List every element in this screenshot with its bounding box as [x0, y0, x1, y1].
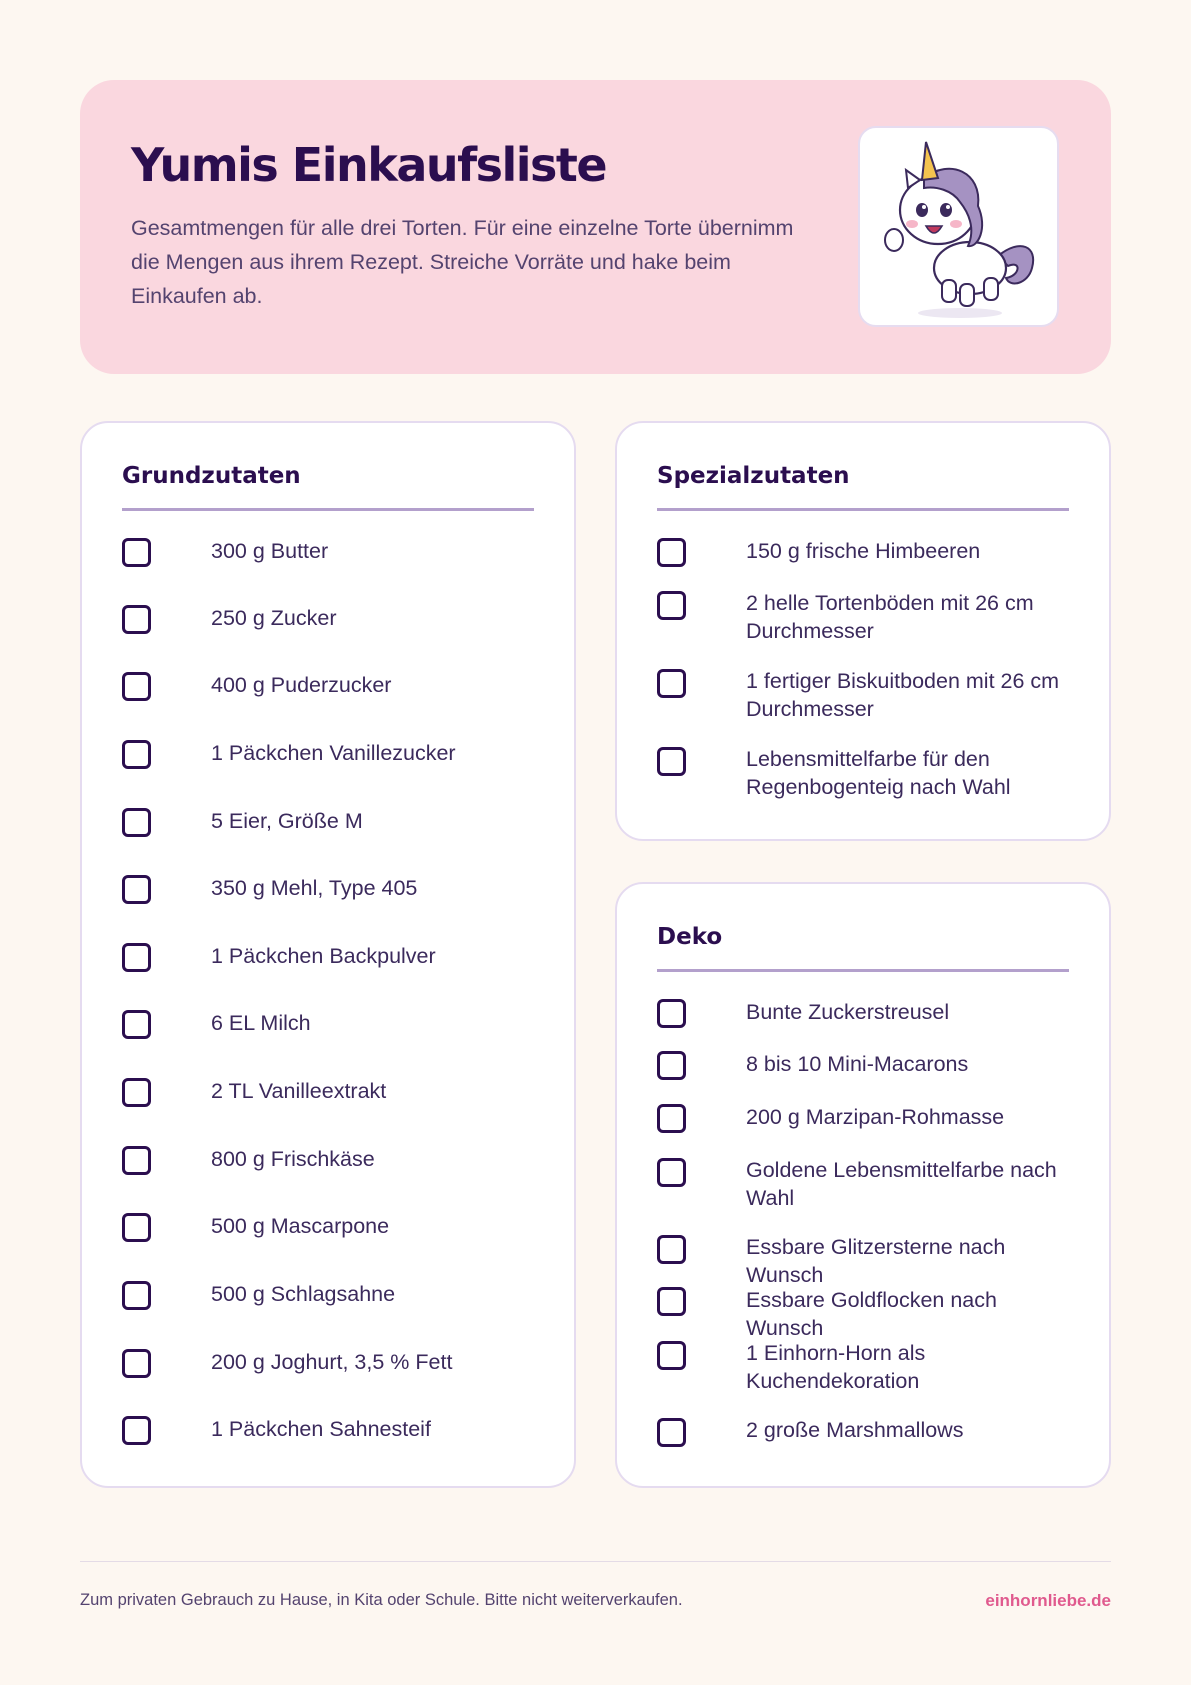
card-grundzutaten	[80, 421, 576, 1488]
item-label: 400 g Puderzucker	[211, 673, 392, 697]
item-label: 2 große Marshmallows	[746, 1418, 964, 1442]
section-divider	[122, 508, 534, 511]
checkbox[interactable]	[657, 1287, 686, 1316]
section-title-grundzutaten: Grundzutaten	[122, 463, 301, 489]
item-label: 1 Einhorn-Horn als Kuchendekoration	[746, 1341, 926, 1393]
item-label: 300 g Butter	[211, 539, 329, 563]
checkbox[interactable]	[657, 538, 686, 567]
item-label: 350 g Mehl, Type 405	[211, 876, 418, 900]
checkbox[interactable]	[122, 1146, 151, 1175]
item-label: Essbare Goldflocken nach Wunsch	[746, 1288, 997, 1340]
checkbox[interactable]	[122, 875, 151, 904]
page-title: Yumis Einkaufsliste	[131, 138, 607, 192]
checkbox[interactable]	[657, 1051, 686, 1080]
section-title-deko: Deko	[657, 924, 723, 950]
checkbox[interactable]	[657, 591, 686, 620]
footer-divider	[80, 1561, 1111, 1562]
checkbox[interactable]	[122, 808, 151, 837]
checkbox[interactable]	[122, 1213, 151, 1242]
unicorn-mascot-icon	[860, 128, 1061, 329]
checkbox[interactable]	[122, 538, 151, 567]
checkbox[interactable]	[122, 740, 151, 769]
checkbox[interactable]	[657, 747, 686, 776]
footer-site-link[interactable]: einhornliebe.de	[985, 1591, 1111, 1610]
checkbox[interactable]	[657, 1158, 686, 1187]
item-label: 6 EL Milch	[211, 1011, 311, 1035]
item-label: 500 g Schlagsahne	[211, 1282, 396, 1306]
item-label: 200 g Joghurt, 3,5 % Fett	[211, 1350, 453, 1374]
item-label: 250 g Zucker	[211, 606, 337, 630]
checkbox[interactable]	[122, 672, 151, 701]
header-banner	[80, 80, 1111, 374]
checkbox[interactable]	[657, 1341, 686, 1370]
item-label: 1 fertiger Biskuitboden mit 26 cm Durchmesser	[746, 669, 1060, 721]
checkbox[interactable]	[657, 999, 686, 1028]
checkbox[interactable]	[122, 1416, 151, 1445]
mascot-frame	[858, 126, 1059, 327]
checkbox[interactable]	[122, 1010, 151, 1039]
item-label: 5 Eier, Größe M	[211, 809, 363, 833]
checkbox[interactable]	[122, 1349, 151, 1378]
card-deko	[615, 882, 1111, 1488]
item-label: 2 TL Vanilleextrakt	[211, 1079, 387, 1103]
checkbox[interactable]	[657, 1235, 686, 1264]
item-label: 1 Päckchen Sahnesteif	[211, 1417, 431, 1441]
item-label: Goldene Lebensmittelfarbe nach Wahl	[746, 1158, 1057, 1210]
section-divider	[657, 508, 1069, 511]
item-label: Lebensmittelfarbe für den Regenbogenteig nach Wahl	[746, 747, 1011, 799]
item-label: 2 helle Tortenböden mit 26 cm Durchmesser	[746, 591, 1034, 643]
checkbox[interactable]	[657, 669, 686, 698]
section-title-spezialzutaten: Spezialzutaten	[657, 463, 850, 489]
checkbox[interactable]	[122, 1078, 151, 1107]
checkbox[interactable]	[122, 943, 151, 972]
item-label: 1 Päckchen Vanillezucker	[211, 741, 456, 765]
card-spezialzutaten	[615, 421, 1111, 841]
item-label: 200 g Marzipan-Rohmasse	[746, 1105, 1005, 1129]
item-label: 1 Päckchen Backpulver	[211, 944, 436, 968]
checkbox[interactable]	[657, 1104, 686, 1133]
item-label: Bunte Zuckerstreusel	[746, 1000, 950, 1024]
section-divider	[657, 969, 1069, 972]
item-label: 500 g Mascarpone	[211, 1214, 390, 1238]
checkbox[interactable]	[122, 605, 151, 634]
item-label: 150 g frische Himbeeren	[746, 539, 981, 563]
item-label: 800 g Frischkäse	[211, 1147, 375, 1171]
item-label: 8 bis 10 Mini-Macarons	[746, 1052, 969, 1076]
footer-note: Zum privaten Gebrauch zu Hause, in Kita oder Schule. Bitte nicht weiterverkaufen.	[80, 1591, 683, 1609]
checkbox[interactable]	[657, 1418, 686, 1447]
item-label: Essbare Glitzersterne nach Wunsch	[746, 1235, 1006, 1287]
checkbox[interactable]	[122, 1281, 151, 1310]
page-subtitle: Gesamtmengen für alle drei Torten. Für eine einzelne Torte übernimm die Mengen aus ihrem Rezept. Streiche Vorräte und hake beim Einkaufen ab.	[131, 216, 794, 308]
